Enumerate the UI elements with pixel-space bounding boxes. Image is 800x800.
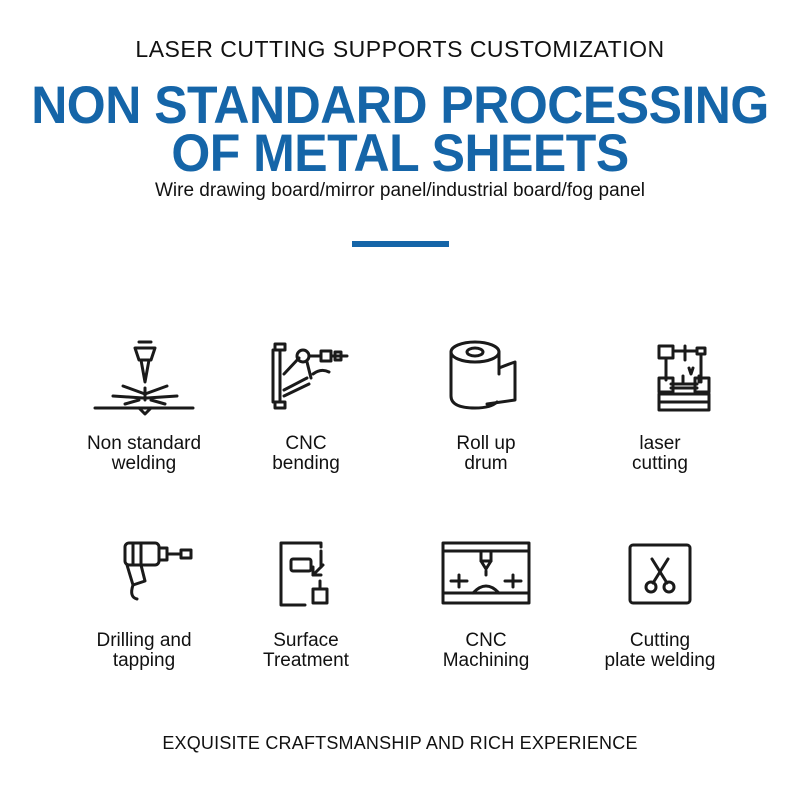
drill-icon bbox=[89, 535, 199, 613]
service-label-line2: welding bbox=[111, 453, 177, 474]
service-label-line2: bending bbox=[272, 453, 340, 474]
service-label-line2: cutting bbox=[632, 453, 688, 474]
service-cnc-bending bbox=[216, 338, 396, 474]
service-roll-drum bbox=[396, 338, 576, 474]
service-label-line2: plate welding bbox=[604, 650, 716, 671]
service-label-line1: Cutting bbox=[629, 630, 691, 651]
top-heading: LASER CUTTING SUPPORTS CUSTOMIZATION bbox=[135, 36, 665, 62]
service-label-line1: Drilling and bbox=[96, 630, 192, 651]
service-label-line1: laser bbox=[639, 433, 681, 454]
accent-divider bbox=[352, 241, 449, 247]
footer-tagline: EXQUISITE CRAFTSMANSHIP AND RICH EXPERIENCE bbox=[162, 733, 638, 753]
scissors-box-icon bbox=[605, 535, 715, 613]
surface-treatment-icon bbox=[251, 535, 361, 613]
service-cnc-machining bbox=[396, 535, 576, 671]
welding-torch-icon bbox=[89, 338, 199, 416]
laser-cutting-machine-icon bbox=[605, 338, 715, 416]
service-label-line1: CNC bbox=[465, 630, 507, 651]
service-label-line2: drum bbox=[464, 453, 508, 474]
service-laser-cutting bbox=[570, 338, 750, 474]
service-label-line2: Machining bbox=[442, 650, 530, 671]
service-label-line1: Non standard bbox=[86, 433, 202, 454]
headline-line-1: NON STANDARD PROCESSING bbox=[31, 75, 769, 135]
service-label-line1: CNC bbox=[285, 433, 327, 454]
service-surface-treatment bbox=[216, 535, 396, 671]
headline-line-2: OF METAL SHEETS bbox=[171, 123, 629, 183]
service-label-line2: Treatment bbox=[263, 650, 349, 671]
roll-drum-icon bbox=[431, 338, 541, 416]
subheading: Wire drawing board/mirror panel/industrial board/fog panel bbox=[154, 180, 646, 201]
service-drilling bbox=[54, 535, 234, 671]
service-cutting-plate-welding bbox=[570, 535, 750, 671]
service-welding bbox=[54, 338, 234, 474]
service-label-line1: Roll up bbox=[456, 433, 516, 454]
service-label-line2: tapping bbox=[112, 650, 176, 671]
cnc-bending-arm-icon bbox=[251, 338, 361, 416]
cnc-machining-icon bbox=[431, 535, 541, 613]
service-label-line1: Surface bbox=[273, 630, 339, 651]
